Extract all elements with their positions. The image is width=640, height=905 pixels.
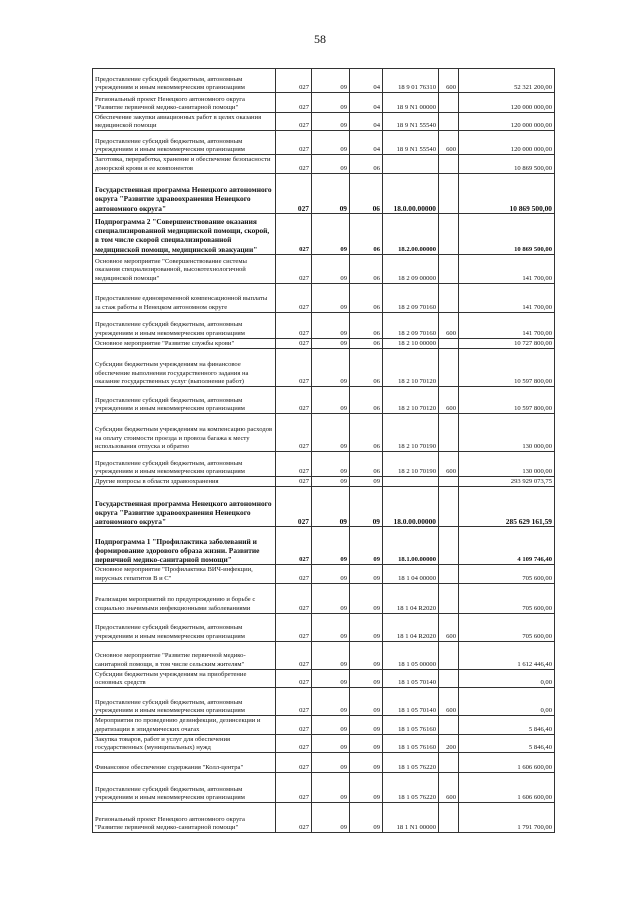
row-cs-code: 18.0.00.00000 — [383, 173, 439, 213]
row-cs-code: 18 9 N1 55540 — [383, 131, 439, 155]
table-row — [93, 613, 555, 641]
row-gr-code: 027 — [276, 414, 312, 452]
row-name: Предоставление субсидий бюджетным, автономным учреждениям и иным некоммерческим организациям — [93, 452, 276, 477]
row-vr-code — [439, 338, 459, 348]
row-sum: 5 846,40 — [459, 716, 555, 734]
row-rz-code: 09 — [312, 387, 350, 414]
row-vr-code: 600 — [439, 131, 459, 155]
row-rz-code: 09 — [312, 773, 350, 803]
row-gr-code: 027 — [276, 452, 312, 477]
row-cs-code: 18 1 05 00000 — [383, 641, 439, 669]
row-vr-code — [439, 527, 459, 565]
row-vr-code — [439, 155, 459, 173]
row-sum: 10 597 800,00 — [459, 387, 555, 414]
row-cs-code: 18 2 10 70120 — [383, 349, 439, 387]
row-rz-code: 09 — [312, 312, 350, 338]
row-cs-code: 18 1 05 76220 — [383, 753, 439, 773]
table-row — [93, 669, 555, 687]
row-gr-code: 027 — [276, 387, 312, 414]
row-vr-code — [439, 583, 459, 613]
table-row — [93, 452, 555, 477]
table-row — [93, 641, 555, 669]
page-number: 58 — [314, 32, 326, 46]
table-row — [93, 387, 555, 414]
row-pr-code: 04 — [350, 69, 383, 93]
row-sum: 141 700,00 — [459, 283, 555, 312]
row-rz-code: 09 — [312, 716, 350, 734]
row-vr-code: 200 — [439, 734, 459, 752]
row-pr-code: 09 — [350, 753, 383, 773]
row-cs-code: 18 1 N1 00000 — [383, 803, 439, 833]
row-name: Предоставление субсидий бюджетным, автономным учреждениям и иным некоммерческим организациям — [93, 688, 276, 716]
row-name: Заготовка, переработка, хранение и обеспечение безопасности донорской крови и ее компонентов — [93, 155, 276, 173]
row-gr-code: 027 — [276, 477, 312, 487]
row-vr-code — [439, 254, 459, 283]
table-row — [93, 803, 555, 833]
row-sum: 130 000,00 — [459, 452, 555, 477]
row-name: Основное мероприятие "Развитие первичной медико-санитарной помощи, в том числе сельским жителям" — [93, 641, 276, 669]
row-vr-code — [439, 213, 459, 254]
row-sum: 10 727 800,00 — [459, 338, 555, 348]
row-pr-code: 09 — [350, 669, 383, 687]
row-name: Субсидии бюджетным учреждениям на финансовое обеспечение выполнения государственного задания на оказание государственных услуг (выполнение работ) — [93, 349, 276, 387]
row-pr-code: 04 — [350, 131, 383, 155]
row-rz-code: 09 — [312, 753, 350, 773]
row-name: Государственная программа Ненецкого автономного округа "Развитие здравоохранения Ненецкого автономного округа" — [93, 173, 276, 213]
row-cs-code: 18 9 N1 55540 — [383, 113, 439, 131]
row-sum: 10 869 500,00 — [459, 173, 555, 213]
row-cs-code: 18 2 10 70190 — [383, 452, 439, 477]
row-pr-code: 09 — [350, 613, 383, 641]
row-gr-code: 027 — [276, 669, 312, 687]
row-cs-code — [383, 155, 439, 173]
row-name: Мероприятия по проведению дезинфекции, дезинсекции и дератизации в эпидемических очагах — [93, 716, 276, 734]
table-row — [93, 312, 555, 338]
row-vr-code — [439, 349, 459, 387]
row-rz-code: 09 — [312, 414, 350, 452]
table-row — [93, 131, 555, 155]
row-gr-code: 027 — [276, 283, 312, 312]
table-row — [93, 414, 555, 452]
row-sum: 705 600,00 — [459, 583, 555, 613]
row-cs-code: 18 1 05 76220 — [383, 773, 439, 803]
row-sum: 130 000,00 — [459, 414, 555, 452]
row-pr-code: 09 — [350, 734, 383, 752]
row-gr-code: 027 — [276, 565, 312, 583]
row-pr-code: 06 — [350, 452, 383, 477]
row-vr-code: 600 — [439, 773, 459, 803]
row-rz-code: 09 — [312, 283, 350, 312]
row-gr-code: 027 — [276, 113, 312, 131]
row-vr-code — [439, 477, 459, 487]
table-row — [93, 113, 555, 131]
table-row — [93, 254, 555, 283]
row-gr-code: 027 — [276, 349, 312, 387]
row-name: Государственная программа Ненецкого автономного округа "Развитие здравоохранения Ненецкого автономного округа" — [93, 487, 276, 527]
row-pr-code: 06 — [350, 254, 383, 283]
row-name: Предоставление субсидий бюджетным, автономным учреждениям и иным некоммерческим организациям — [93, 131, 276, 155]
row-rz-code: 09 — [312, 527, 350, 565]
row-name: Основное мероприятие "Профилактика ВИЧ-инфекции, вирусных гепатитов В и С" — [93, 565, 276, 583]
row-name: Субсидии бюджетным учреждениям на компенсацию расходов на оплату стоимости проезда и провоза багажа к месту использования отпуска и обратно — [93, 414, 276, 452]
row-name: Основное мероприятие "Совершенствование системы оказания специализированной, высокотехнологичной медицинской помощи" — [93, 254, 276, 283]
row-cs-code: 18 2 10 70190 — [383, 414, 439, 452]
row-cs-code: 18 2 09 70160 — [383, 283, 439, 312]
table-row — [93, 349, 555, 387]
table-row — [93, 487, 555, 527]
row-name: Региональный проект Ненецкого автономного округа "Развитие первичной медико-санитарной помощи" — [93, 803, 276, 833]
row-rz-code: 09 — [312, 734, 350, 752]
row-gr-code: 027 — [276, 688, 312, 716]
row-sum: 52 321 200,00 — [459, 69, 555, 93]
row-cs-code: 18.2.00.00000 — [383, 213, 439, 254]
row-vr-code — [439, 753, 459, 773]
row-gr-code: 027 — [276, 312, 312, 338]
row-sum: 4 109 746,40 — [459, 527, 555, 565]
row-name: Предоставление субсидий бюджетным, автономным учреждениям и иным некоммерческим организациям — [93, 613, 276, 641]
row-pr-code: 06 — [350, 173, 383, 213]
row-cs-code: 18 1 05 76160 — [383, 716, 439, 734]
row-vr-code: 600 — [439, 613, 459, 641]
row-sum: 120 000 000,00 — [459, 93, 555, 113]
row-cs-code: 18 1 05 76160 — [383, 734, 439, 752]
table-row — [93, 477, 555, 487]
row-pr-code: 06 — [350, 414, 383, 452]
row-gr-code: 027 — [276, 803, 312, 833]
row-cs-code: 18.1.00.00000 — [383, 527, 439, 565]
row-vr-code: 600 — [439, 387, 459, 414]
row-pr-code: 09 — [350, 641, 383, 669]
row-rz-code: 09 — [312, 565, 350, 583]
row-cs-code: 18 2 10 70120 — [383, 387, 439, 414]
row-gr-code: 027 — [276, 131, 312, 155]
row-name: Другие вопросы в области здравоохранения — [93, 477, 276, 487]
row-cs-code: 18 9 01 76310 — [383, 69, 439, 93]
row-pr-code: 09 — [350, 583, 383, 613]
row-rz-code: 09 — [312, 688, 350, 716]
row-sum: 10 597 800,00 — [459, 349, 555, 387]
row-gr-code: 027 — [276, 338, 312, 348]
row-gr-code: 027 — [276, 93, 312, 113]
row-gr-code: 027 — [276, 716, 312, 734]
row-name: Реализация мероприятий по предупреждению и борьбе с социально значимыми инфекционными заболеваниями — [93, 583, 276, 613]
table-row — [93, 688, 555, 716]
table-row — [93, 527, 555, 565]
row-pr-code: 06 — [350, 387, 383, 414]
row-rz-code: 09 — [312, 69, 350, 93]
row-cs-code: 18 1 04 R2020 — [383, 613, 439, 641]
row-pr-code: 09 — [350, 803, 383, 833]
row-sum: 10 869 500,00 — [459, 155, 555, 173]
row-gr-code: 027 — [276, 69, 312, 93]
table-row — [93, 93, 555, 113]
row-name: Региональный проект Ненецкого автономного округа "Развитие первичной медико-санитарной помощи" — [93, 93, 276, 113]
row-sum: 120 000 000,00 — [459, 131, 555, 155]
row-rz-code: 09 — [312, 452, 350, 477]
row-sum: 705 600,00 — [459, 613, 555, 641]
row-vr-code: 600 — [439, 69, 459, 93]
row-gr-code: 027 — [276, 753, 312, 773]
row-cs-code: 18 1 05 70140 — [383, 669, 439, 687]
row-sum: 285 629 161,59 — [459, 487, 555, 527]
row-rz-code: 09 — [312, 641, 350, 669]
row-gr-code: 027 — [276, 213, 312, 254]
row-vr-code — [439, 669, 459, 687]
table-row — [93, 155, 555, 173]
row-pr-code: 06 — [350, 213, 383, 254]
row-vr-code — [439, 93, 459, 113]
row-sum: 1 612 446,40 — [459, 641, 555, 669]
row-vr-code: 600 — [439, 312, 459, 338]
row-gr-code: 027 — [276, 583, 312, 613]
row-sum: 141 700,00 — [459, 254, 555, 283]
row-vr-code — [439, 641, 459, 669]
row-name: Предоставление субсидий бюджетным, автономным учреждениям и иным некоммерческим организациям — [93, 69, 276, 93]
row-cs-code: 18 2 09 00000 — [383, 254, 439, 283]
row-vr-code — [439, 803, 459, 833]
row-rz-code: 09 — [312, 803, 350, 833]
row-rz-code: 09 — [312, 93, 350, 113]
row-vr-code — [439, 716, 459, 734]
row-pr-code: 06 — [350, 349, 383, 387]
row-name: Предоставление субсидий бюджетным, автономным учреждениям и иным некоммерческим организациям — [93, 312, 276, 338]
row-sum: 293 929 073,75 — [459, 477, 555, 487]
row-name: Предоставление субсидий бюджетным, автономным учреждениям и иным некоммерческим организациям — [93, 773, 276, 803]
row-vr-code: 600 — [439, 688, 459, 716]
row-pr-code: 09 — [350, 477, 383, 487]
row-gr-code: 027 — [276, 527, 312, 565]
row-pr-code: 09 — [350, 688, 383, 716]
row-gr-code: 027 — [276, 641, 312, 669]
row-pr-code: 06 — [350, 338, 383, 348]
row-vr-code — [439, 487, 459, 527]
row-sum: 5 846,40 — [459, 734, 555, 752]
row-cs-code — [383, 477, 439, 487]
table-row — [93, 753, 555, 773]
row-sum: 0,00 — [459, 669, 555, 687]
row-gr-code: 027 — [276, 734, 312, 752]
budget-table — [92, 68, 555, 833]
row-rz-code: 09 — [312, 477, 350, 487]
row-sum: 0,00 — [459, 688, 555, 716]
row-vr-code — [439, 414, 459, 452]
row-rz-code: 09 — [312, 487, 350, 527]
row-cs-code: 18.0.00.00000 — [383, 487, 439, 527]
table-row — [93, 583, 555, 613]
row-rz-code: 09 — [312, 338, 350, 348]
row-sum: 1 606 600,00 — [459, 753, 555, 773]
row-pr-code: 04 — [350, 113, 383, 131]
row-rz-code: 09 — [312, 173, 350, 213]
row-vr-code — [439, 113, 459, 131]
row-gr-code: 027 — [276, 254, 312, 283]
row-cs-code: 18 1 05 70140 — [383, 688, 439, 716]
row-sum: 141 700,00 — [459, 312, 555, 338]
row-rz-code: 09 — [312, 155, 350, 173]
table-row — [93, 734, 555, 752]
row-rz-code: 09 — [312, 254, 350, 283]
row-pr-code: 09 — [350, 773, 383, 803]
row-name: Обеспечение закупки авиационных работ в целях оказания медицинской помощи — [93, 113, 276, 131]
row-gr-code: 027 — [276, 613, 312, 641]
row-pr-code: 09 — [350, 527, 383, 565]
table-row — [93, 69, 555, 93]
row-name: Основное мероприятие "Развитие службы крови" — [93, 338, 276, 348]
row-gr-code: 027 — [276, 487, 312, 527]
row-name: Субсидии бюджетным учреждениям на приобретение основных средств — [93, 669, 276, 687]
row-name: Закупка товаров, работ и услуг для обеспечения государственных (муниципальных) нужд — [93, 734, 276, 752]
row-pr-code: 04 — [350, 93, 383, 113]
table-row — [93, 716, 555, 734]
table-row — [93, 338, 555, 348]
table-row — [93, 565, 555, 583]
row-name: Подпрограмма 1 "Профилактика заболеваний и формирование здорового образа жизни. Развитие первичной медико-санитарной помощи" — [93, 527, 276, 565]
row-name: Предоставление единовременной компенсационной выплаты за стаж работы в Ненецком автономном округе — [93, 283, 276, 312]
row-sum: 10 869 500,00 — [459, 213, 555, 254]
row-pr-code: 06 — [350, 283, 383, 312]
row-rz-code: 09 — [312, 349, 350, 387]
row-vr-code — [439, 283, 459, 312]
row-cs-code: 18 9 N1 00000 — [383, 93, 439, 113]
row-pr-code: 06 — [350, 155, 383, 173]
row-rz-code: 09 — [312, 213, 350, 254]
row-pr-code: 09 — [350, 487, 383, 527]
row-gr-code: 027 — [276, 773, 312, 803]
row-rz-code: 09 — [312, 583, 350, 613]
row-rz-code: 09 — [312, 669, 350, 687]
row-cs-code: 18 2 10 00000 — [383, 338, 439, 348]
row-pr-code: 09 — [350, 716, 383, 734]
table-row — [93, 213, 555, 254]
row-pr-code: 09 — [350, 565, 383, 583]
row-vr-code — [439, 173, 459, 213]
row-sum: 1 791 700,00 — [459, 803, 555, 833]
row-cs-code: 18 1 04 R2020 — [383, 583, 439, 613]
row-vr-code: 600 — [439, 452, 459, 477]
row-name: Финансовое обеспечение содержания "Колл-центра" — [93, 753, 276, 773]
row-rz-code: 09 — [312, 131, 350, 155]
table-row — [93, 773, 555, 803]
row-sum: 1 606 600,00 — [459, 773, 555, 803]
row-rz-code: 09 — [312, 613, 350, 641]
row-cs-code: 18 1 04 00000 — [383, 565, 439, 583]
table-row — [93, 173, 555, 213]
row-sum: 120 000 000,00 — [459, 113, 555, 131]
row-cs-code: 18 2 09 70160 — [383, 312, 439, 338]
row-sum: 705 600,00 — [459, 565, 555, 583]
row-gr-code: 027 — [276, 173, 312, 213]
table-row — [93, 283, 555, 312]
row-pr-code: 06 — [350, 312, 383, 338]
row-gr-code: 027 — [276, 155, 312, 173]
row-name: Предоставление субсидий бюджетным, автономным учреждениям и иным некоммерческим организациям — [93, 387, 276, 414]
row-vr-code — [439, 565, 459, 583]
row-rz-code: 09 — [312, 113, 350, 131]
row-name: Подпрограмма 2 "Совершенствование оказания специализированной медицинской помощи, скорой, в том числе скорой специализированной медицинской помощи, медицинской эвакуации" — [93, 213, 276, 254]
